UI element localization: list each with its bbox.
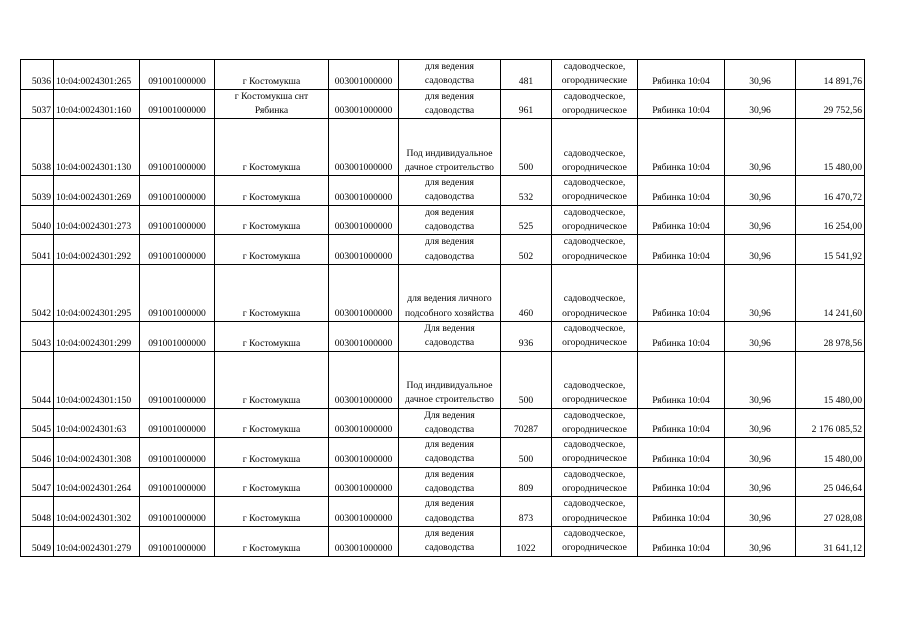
locality: г Костомукша — [215, 176, 329, 206]
permitted-use: для ведения садоводства — [399, 235, 501, 265]
valuation-zone: Рябинка 10:04 — [638, 235, 725, 265]
cadastral-value: 16 470,72 — [796, 176, 865, 206]
permitted-use: для ведения садоводства — [399, 467, 501, 497]
locality: г Костомукша снт Рябинка — [215, 89, 329, 119]
valuation-zone: Рябинка 10:04 — [638, 176, 725, 206]
row-number: 5039 — [21, 176, 54, 206]
specific-value: 30,96 — [725, 205, 796, 235]
land-plots-table — [20, 59, 865, 557]
cadastral-value: 16 254,00 — [796, 205, 865, 235]
area: 481 — [501, 60, 552, 90]
specific-value: 30,96 — [725, 60, 796, 90]
okato-code: 091001000000 — [140, 89, 215, 119]
cadastral-value: 15 480,00 — [796, 351, 865, 408]
area: 525 — [501, 205, 552, 235]
table-row — [21, 497, 865, 527]
cadastral-number: 10:04:0024301:269 — [54, 176, 140, 206]
cadastral-number: 10:04:0024301:302 — [54, 497, 140, 527]
oktmo-code: 003001000000 — [329, 205, 399, 235]
oktmo-code: 003001000000 — [329, 321, 399, 351]
okato-code: 091001000000 — [140, 408, 215, 438]
okato-code: 091001000000 — [140, 351, 215, 408]
valuation-zone: Рябинка 10:04 — [638, 497, 725, 527]
area: 936 — [501, 321, 552, 351]
okato-code: 091001000000 — [140, 467, 215, 497]
usage-category: садоводческое, огородническое — [552, 205, 638, 235]
area: 500 — [501, 351, 552, 408]
specific-value: 30,96 — [725, 119, 796, 176]
oktmo-code: 003001000000 — [329, 526, 399, 556]
okato-code: 091001000000 — [140, 235, 215, 265]
specific-value: 30,96 — [725, 526, 796, 556]
valuation-zone: Рябинка 10:04 — [638, 205, 725, 235]
usage-category: садоводческое, огородническое — [552, 497, 638, 527]
usage-category: садоводческое, огородническое — [552, 176, 638, 206]
oktmo-code: 003001000000 — [329, 235, 399, 265]
usage-category: садоводческое, огороднические — [552, 60, 638, 90]
okato-code: 091001000000 — [140, 497, 215, 527]
table-row — [21, 205, 865, 235]
area: 873 — [501, 497, 552, 527]
table-row — [21, 176, 865, 206]
oktmo-code: 003001000000 — [329, 119, 399, 176]
usage-category: садоводческое, огородническое — [552, 321, 638, 351]
permitted-use: доя ведения садоводства — [399, 205, 501, 235]
cadastral-value: 14 241,60 — [796, 264, 865, 321]
okato-code: 091001000000 — [140, 60, 215, 90]
row-number: 5048 — [21, 497, 54, 527]
cadastral-number: 10:04:0024301:273 — [54, 205, 140, 235]
valuation-zone: Рябинка 10:04 — [638, 408, 725, 438]
row-number: 5038 — [21, 119, 54, 176]
table-row — [21, 351, 865, 408]
cadastral-value: 27 028,08 — [796, 497, 865, 527]
table-row — [21, 467, 865, 497]
cadastral-value: 28 978,56 — [796, 321, 865, 351]
area: 460 — [501, 264, 552, 321]
locality: г Костомукша — [215, 497, 329, 527]
cadastral-number: 10:04:0024301:130 — [54, 119, 140, 176]
locality: г Костомукша — [215, 408, 329, 438]
cadastral-number: 10:04:0024301:279 — [54, 526, 140, 556]
usage-category: садоводческое, огородническое — [552, 119, 638, 176]
locality: г Костомукша — [215, 321, 329, 351]
permitted-use: Под индивидуальное дачное строительство — [399, 351, 501, 408]
table-row — [21, 526, 865, 556]
valuation-zone: Рябинка 10:04 — [638, 526, 725, 556]
permitted-use: Для ведения садоводства — [399, 321, 501, 351]
cadastral-number: 10:04:0024301:292 — [54, 235, 140, 265]
oktmo-code: 003001000000 — [329, 351, 399, 408]
oktmo-code: 003001000000 — [329, 89, 399, 119]
valuation-zone: Рябинка 10:04 — [638, 438, 725, 468]
oktmo-code: 003001000000 — [329, 264, 399, 321]
area: 1022 — [501, 526, 552, 556]
valuation-zone: Рябинка 10:04 — [638, 60, 725, 90]
row-number: 5049 — [21, 526, 54, 556]
valuation-zone: Рябинка 10:04 — [638, 89, 725, 119]
specific-value: 30,96 — [725, 235, 796, 265]
permitted-use: для ведения садоводства — [399, 526, 501, 556]
cadastral-value: 31 641,12 — [796, 526, 865, 556]
cadastral-number: 10:04:0024301:299 — [54, 321, 140, 351]
okato-code: 091001000000 — [140, 264, 215, 321]
row-number: 5044 — [21, 351, 54, 408]
cadastral-value: 29 752,56 — [796, 89, 865, 119]
area: 502 — [501, 235, 552, 265]
row-number: 5043 — [21, 321, 54, 351]
okato-code: 091001000000 — [140, 526, 215, 556]
cadastral-number: 10:04:0024301:150 — [54, 351, 140, 408]
table-row — [21, 89, 865, 119]
locality: г Костомукша — [215, 351, 329, 408]
locality: г Костомукша — [215, 60, 329, 90]
cadastral-value: 15 480,00 — [796, 438, 865, 468]
usage-category: садоводческое, огородническое — [552, 408, 638, 438]
area: 809 — [501, 467, 552, 497]
okato-code: 091001000000 — [140, 438, 215, 468]
area: 961 — [501, 89, 552, 119]
cadastral-number: 10:04:0024301:160 — [54, 89, 140, 119]
area: 500 — [501, 438, 552, 468]
row-number: 5037 — [21, 89, 54, 119]
valuation-zone: Рябинка 10:04 — [638, 321, 725, 351]
specific-value: 30,96 — [725, 467, 796, 497]
table-row — [21, 60, 865, 90]
specific-value: 30,96 — [725, 176, 796, 206]
area: 532 — [501, 176, 552, 206]
cadastral-number: 10:04:0024301:265 — [54, 60, 140, 90]
valuation-zone: Рябинка 10:04 — [638, 467, 725, 497]
cadastral-number: 10:04:0024301:308 — [54, 438, 140, 468]
row-number: 5047 — [21, 467, 54, 497]
table-row — [21, 408, 865, 438]
valuation-zone: Рябинка 10:04 — [638, 119, 725, 176]
row-number: 5040 — [21, 205, 54, 235]
oktmo-code: 003001000000 — [329, 408, 399, 438]
permitted-use: для ведения садоводства — [399, 89, 501, 119]
cadastral-number: 10:04:0024301:63 — [54, 408, 140, 438]
locality: г Костомукша — [215, 526, 329, 556]
table-row — [21, 438, 865, 468]
permitted-use: для ведения личного подсобного хозяйства — [399, 264, 501, 321]
area: 500 — [501, 119, 552, 176]
table-row — [21, 235, 865, 265]
row-number: 5042 — [21, 264, 54, 321]
locality: г Костомукша — [215, 438, 329, 468]
okato-code: 091001000000 — [140, 176, 215, 206]
specific-value: 30,96 — [725, 321, 796, 351]
locality: г Костомукша — [215, 467, 329, 497]
row-number: 5046 — [21, 438, 54, 468]
locality: г Костомукша — [215, 205, 329, 235]
oktmo-code: 003001000000 — [329, 176, 399, 206]
locality: г Костомукша — [215, 235, 329, 265]
okato-code: 091001000000 — [140, 321, 215, 351]
permitted-use: Для ведения садоводства — [399, 408, 501, 438]
cadastral-value: 2 176 085,52 — [796, 408, 865, 438]
usage-category: садоводческое, огородническое — [552, 351, 638, 408]
cadastral-value: 25 046,64 — [796, 467, 865, 497]
specific-value: 30,96 — [725, 497, 796, 527]
locality: г Костомукша — [215, 264, 329, 321]
permitted-use: для ведения садоводства — [399, 60, 501, 90]
permitted-use: Под индивидуальное дачное строительство — [399, 119, 501, 176]
usage-category: садоводческое, огородническое — [552, 89, 638, 119]
valuation-zone: Рябинка 10:04 — [638, 264, 725, 321]
cadastral-number: 10:04:0024301:264 — [54, 467, 140, 497]
area: 70287 — [501, 408, 552, 438]
usage-category: садоводческое, огородническое — [552, 467, 638, 497]
table-row — [21, 264, 865, 321]
cadastral-value: 15 480,00 — [796, 119, 865, 176]
specific-value: 30,96 — [725, 89, 796, 119]
usage-category: садоводческое, огородническое — [552, 526, 638, 556]
permitted-use: для ведения садоводства — [399, 497, 501, 527]
permitted-use: для ведения садоводства — [399, 438, 501, 468]
specific-value: 30,96 — [725, 351, 796, 408]
oktmo-code: 003001000000 — [329, 467, 399, 497]
okato-code: 091001000000 — [140, 119, 215, 176]
cadastral-value: 15 541,92 — [796, 235, 865, 265]
row-number: 5036 — [21, 60, 54, 90]
specific-value: 30,96 — [725, 408, 796, 438]
usage-category: садоводческое, огородническое — [552, 235, 638, 265]
row-number: 5041 — [21, 235, 54, 265]
oktmo-code: 003001000000 — [329, 438, 399, 468]
table-row — [21, 321, 865, 351]
usage-category: садоводческое, огородническое — [552, 264, 638, 321]
cadastral-value: 14 891,76 — [796, 60, 865, 90]
locality: г Костомукша — [215, 119, 329, 176]
oktmo-code: 003001000000 — [329, 497, 399, 527]
specific-value: 30,96 — [725, 264, 796, 321]
cadastral-number: 10:04:0024301:295 — [54, 264, 140, 321]
row-number: 5045 — [21, 408, 54, 438]
specific-value: 30,96 — [725, 438, 796, 468]
okato-code: 091001000000 — [140, 205, 215, 235]
oktmo-code: 003001000000 — [329, 60, 399, 90]
table-row — [21, 119, 865, 176]
valuation-zone: Рябинка 10:04 — [638, 351, 725, 408]
permitted-use: для ведения садоводства — [399, 176, 501, 206]
usage-category: садоводческое, огородническое — [552, 438, 638, 468]
